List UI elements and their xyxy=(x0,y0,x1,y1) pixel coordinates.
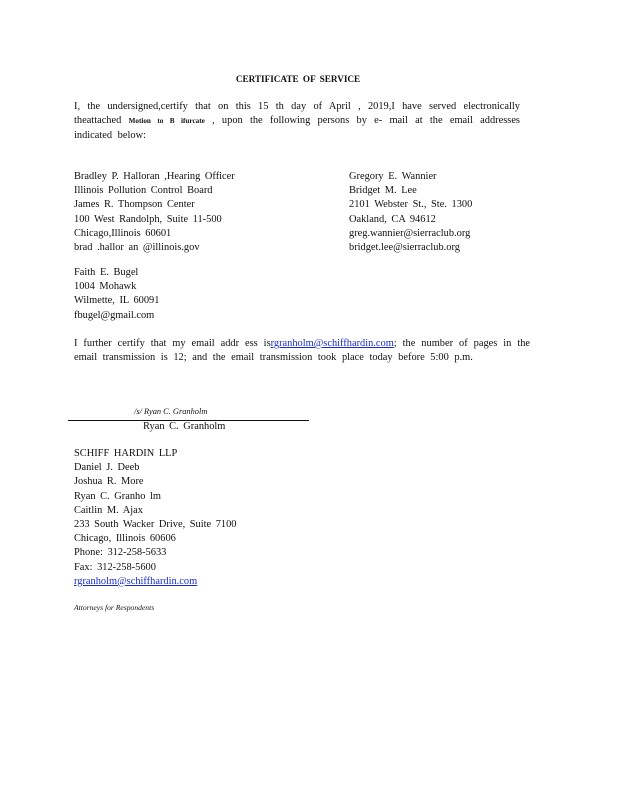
recipient-halloran xyxy=(74,170,235,255)
recipient-line: Illinois Pollution Control Board xyxy=(74,185,213,197)
recipient-line: Gregory E. Wannier xyxy=(349,171,437,182)
attorneys-for-label: Attorneys for Respondents xyxy=(74,603,155,612)
electronic-signature: /s/ Ryan C. Granholm xyxy=(134,407,208,416)
firm-email-link[interactable]: rgranholm@schiffhardin.com xyxy=(74,575,198,587)
recipient-sierra-club xyxy=(349,170,472,255)
firm-line: Ryan C. Granho lm xyxy=(74,490,161,502)
recipient-line: 1004 Mohawk xyxy=(74,281,137,293)
firm-line: 233 South Wacker Drive, Suite 7100 xyxy=(74,519,237,531)
further-after: ; the number of pages in the email transmission is 12; and the email transmission took place today before 5:00 p.m. xyxy=(74,338,531,364)
document-name: Motion to B ifurcate xyxy=(128,117,205,126)
document-title: CERTIFICATE OF SERVICE xyxy=(235,74,361,84)
certification-rest: , upon the following persons by e- mail at the email addresses indicated below: xyxy=(74,115,520,141)
firm-line: Phone: 312-258-5633 xyxy=(74,547,167,559)
certification-paragraph xyxy=(74,100,520,143)
recipient-email[interactable]: bridget.lee@sierraclub.org xyxy=(349,242,460,254)
recipient-bugel xyxy=(74,266,159,323)
recipient-line: Bradley P. Halloran ,Hearing Officer xyxy=(74,171,235,182)
firm-name: SCHIFF HARDIN LLP xyxy=(74,448,178,459)
firm-line: Fax: 312-258-5600 xyxy=(74,561,156,573)
signer-name: Ryan C. Granholm xyxy=(143,421,226,432)
firm-line: Chicago, Illinois 60606 xyxy=(74,533,176,545)
recipient-email[interactable]: fbugel@gmail.com xyxy=(74,309,155,321)
recipient-line: Bridget M. Lee xyxy=(349,185,417,197)
recipient-email[interactable]: greg.wannier@sierraclub.org xyxy=(349,227,471,239)
firm-line: Caitlin M. Ajax xyxy=(74,504,143,516)
firm-block xyxy=(74,447,237,589)
further-certification xyxy=(74,337,530,366)
certification-intro: I, the undersigned,certify that on this 15 th day of April , 2019,I have served electronically theattached xyxy=(74,101,520,127)
recipient-email[interactable]: brad .hallor an @illinois.gov xyxy=(74,242,200,254)
recipient-line: 100 West Randolph, Suite 11-500 xyxy=(74,213,222,225)
recipient-line: Chicago,Illinois 60601 xyxy=(74,227,172,239)
recipient-line: 2101 Webster St., Ste. 1300 xyxy=(349,199,473,211)
firm-line: Joshua R. More xyxy=(74,476,144,488)
recipient-line: Wilmette, IL 60091 xyxy=(74,295,160,307)
recipient-line: Faith E. Bugel xyxy=(74,267,139,278)
firm-line: Daniel J. Deeb xyxy=(74,462,140,474)
recipient-line: Oakland, CA 94612 xyxy=(349,213,436,225)
further-before: I further certify that my email addr ess is xyxy=(74,338,271,349)
sender-email-link[interactable]: rgranholm@schiffhardin.com xyxy=(270,338,394,349)
recipient-line: James R. Thompson Center xyxy=(74,199,195,211)
